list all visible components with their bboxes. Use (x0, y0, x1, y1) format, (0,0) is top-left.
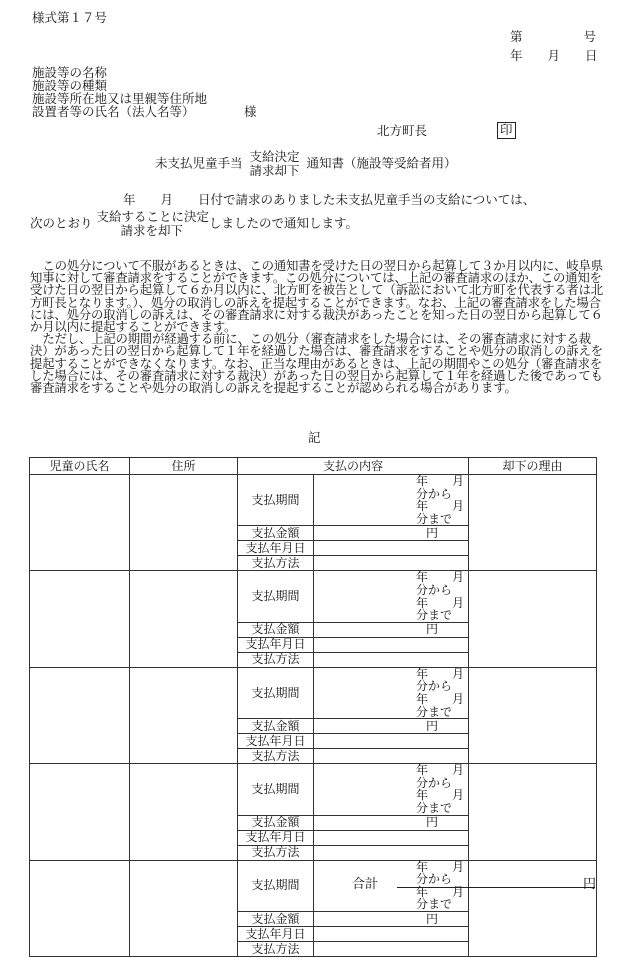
period-from: 年 月分から (416, 666, 465, 694)
total-unit: 円 (583, 877, 597, 892)
title-prefix: 未支払児童手当 (155, 155, 243, 171)
table-header-row (30, 458, 597, 475)
header-child-name: 児童の氏名 (30, 458, 130, 475)
payment-amount-label: 支払金額 (238, 719, 314, 734)
title-option-rejection: 請求却下 (249, 162, 300, 178)
header-address: 住所 (130, 458, 238, 475)
decision-line (30, 210, 358, 238)
payment-amount-value[interactable] (314, 719, 469, 734)
document-number (510, 31, 596, 44)
payment-amount-label: 支払金額 (238, 526, 314, 541)
appeal-notice-paragraph-1: この処分について不服があるときは、この通知書を受けた日の翌日から起算して３か月以内に、岐阜県知事に対して審査請求をすることができます。この処分については、上記の審査請求のほか、この通知を受けた日の翌日から起算して６か月以内に、北方町を被告として（訴訟において北方町を代表する者は北方町長となります。）、処分の取消しの訴えを提起することができます。なお、上記の審査請求をした場合には、処分の取消しの訴えは、その審査請求に対する裁決があったことを知った日の翌日から起算して６か月以内に提起することができます。 (30, 258, 603, 335)
seal-mark: 印 (497, 122, 516, 139)
facility-address-label: 施設等所在地又は里親等住所地 (32, 91, 208, 106)
rejection-reason-cell[interactable] (469, 764, 597, 860)
payment-method-label: 支払方法 (238, 556, 314, 571)
payment-period-label: 支払期間 (238, 571, 314, 622)
payment-period-value[interactable] (314, 475, 469, 526)
payment-amount-label: 支払金額 (238, 815, 314, 830)
period-from: 年 月分から (416, 859, 465, 887)
appeal-notice (30, 260, 604, 394)
header-payment-details: 支払の内容 (238, 458, 469, 475)
payment-period-value[interactable] (314, 860, 469, 911)
period-to: 年 月分まで (416, 595, 465, 623)
payment-table (29, 457, 597, 957)
document-number-label: 第 号 (510, 29, 596, 44)
payment-date-value[interactable] (314, 541, 469, 556)
decision-prefix: 次のとおり (30, 215, 93, 231)
honorific: 様 (244, 104, 257, 119)
period-to: 年 月分まで (416, 499, 465, 526)
total-amount-line[interactable] (397, 887, 595, 888)
payment-period-label: 支払期間 (238, 475, 314, 526)
decision-options (97, 210, 210, 238)
rejection-reason-cell[interactable] (469, 571, 597, 667)
payment-amount-value[interactable] (314, 526, 469, 541)
operator-name-label: 設置者等の氏名（法人名等） (32, 104, 195, 119)
payment-method-label: 支払方法 (238, 749, 314, 764)
period-from: 年 月分から (416, 763, 465, 790)
payment-date-label: 支払年月日 (238, 734, 314, 749)
decision-suffix: しましたので通知します。 (209, 215, 359, 231)
total-label: 合計 (352, 877, 379, 892)
title-suffix: 通知書（施設等受給者用） (306, 155, 457, 171)
title-option-decision: 支給決定 (249, 149, 300, 164)
payment-date-value[interactable] (314, 830, 469, 845)
address-cell[interactable] (130, 571, 238, 667)
payment-method-label: 支払方法 (238, 845, 314, 860)
payment-amount-value[interactable] (314, 622, 469, 637)
address-cell[interactable] (130, 764, 238, 860)
payment-period-label: 支払期間 (238, 667, 314, 718)
address-cell[interactable] (130, 860, 238, 956)
amount-unit: 円 (426, 718, 439, 733)
facility-name-label: 施設等の名称 (32, 65, 108, 80)
rejection-reason-cell[interactable] (469, 667, 597, 763)
decision-option-pay: 支給することに決定 (96, 209, 210, 224)
request-date-line: 年 月 日付で請求のありました未支払児童手当の支給については、 (123, 192, 536, 207)
facility-type-label: 施設等の種類 (32, 78, 108, 93)
payment-date-label: 支払年月日 (238, 830, 314, 845)
payment-date-value[interactable] (314, 926, 469, 941)
period-from: 年 月分から (416, 474, 465, 501)
period-to: 年 月分まで (416, 788, 465, 815)
payment-amount-label: 支払金額 (238, 911, 314, 926)
payment-period-label: 支払期間 (238, 764, 314, 815)
header-rejection-reason: 却下の理由 (469, 458, 597, 475)
payment-date-label: 支払年月日 (238, 926, 314, 941)
rejection-reason-cell[interactable] (469, 475, 597, 571)
payment-date-label: 支払年月日 (238, 637, 314, 652)
child-name-cell[interactable] (30, 764, 130, 860)
period-to: 年 月分まで (416, 884, 465, 912)
payment-method-value[interactable] (314, 941, 469, 956)
rejection-reason-cell[interactable] (469, 860, 597, 956)
child-name-cell[interactable] (30, 860, 130, 956)
decision-option-reject: 請求を却下 (120, 222, 184, 238)
payment-method-value[interactable] (314, 845, 469, 860)
period-from: 年 月分から (416, 570, 465, 597)
address-cell[interactable] (130, 667, 238, 763)
child-name-cell[interactable] (30, 571, 130, 667)
child-name-cell[interactable] (30, 667, 130, 763)
payment-date-value[interactable] (314, 734, 469, 749)
payment-amount-value[interactable] (314, 815, 469, 830)
period-to: 年 月分まで (416, 691, 465, 719)
payment-period-value[interactable] (314, 764, 469, 815)
payment-amount-label: 支払金額 (238, 622, 314, 637)
issuer-name: 北方町長 (377, 123, 428, 138)
appeal-notice-paragraph-2: ただし、上記の期間が経過する前に、この処分（審査請求をした場合には、その審査請求に対する裁決）があった日の翌日から起算して１年を経過した場合は、審査請求をすることや処分の取消しの訴えを提起することができなくなります。なお、正当な理由があるときは、上記の期間やこの処分（審査請求をした場合には、その審査請求に対する裁決）があった日の翌日から起算して１年を経過した後であっても審査請求をすることや処分の取消しの訴えを提起することが認められる場合があります。 (30, 331, 603, 396)
amount-unit: 円 (426, 622, 439, 637)
payment-method-value[interactable] (314, 556, 469, 571)
address-cell[interactable] (130, 475, 238, 571)
issue-date-label: 年 月 日 (510, 48, 598, 63)
payment-period-value[interactable] (314, 667, 469, 718)
payment-date-value[interactable] (314, 637, 469, 652)
payment-date-label: 支払年月日 (238, 541, 314, 556)
amount-unit: 円 (426, 911, 439, 926)
issue-date (510, 50, 596, 63)
amount-unit: 円 (426, 526, 439, 541)
ki-heading: 記 (308, 430, 321, 445)
form-number: 様式第１７号 (32, 10, 108, 25)
title-options (250, 150, 300, 178)
payment-amount-value[interactable] (314, 911, 469, 926)
payment-method-label: 支払方法 (238, 941, 314, 956)
payment-period-value[interactable] (314, 571, 469, 622)
document-title (155, 150, 457, 178)
payment-method-value[interactable] (314, 749, 469, 764)
payment-method-value[interactable] (314, 652, 469, 667)
payment-method-label: 支払方法 (238, 652, 314, 667)
amount-unit: 円 (426, 815, 439, 830)
payment-period-label: 支払期間 (238, 860, 314, 911)
child-name-cell[interactable] (30, 475, 130, 571)
